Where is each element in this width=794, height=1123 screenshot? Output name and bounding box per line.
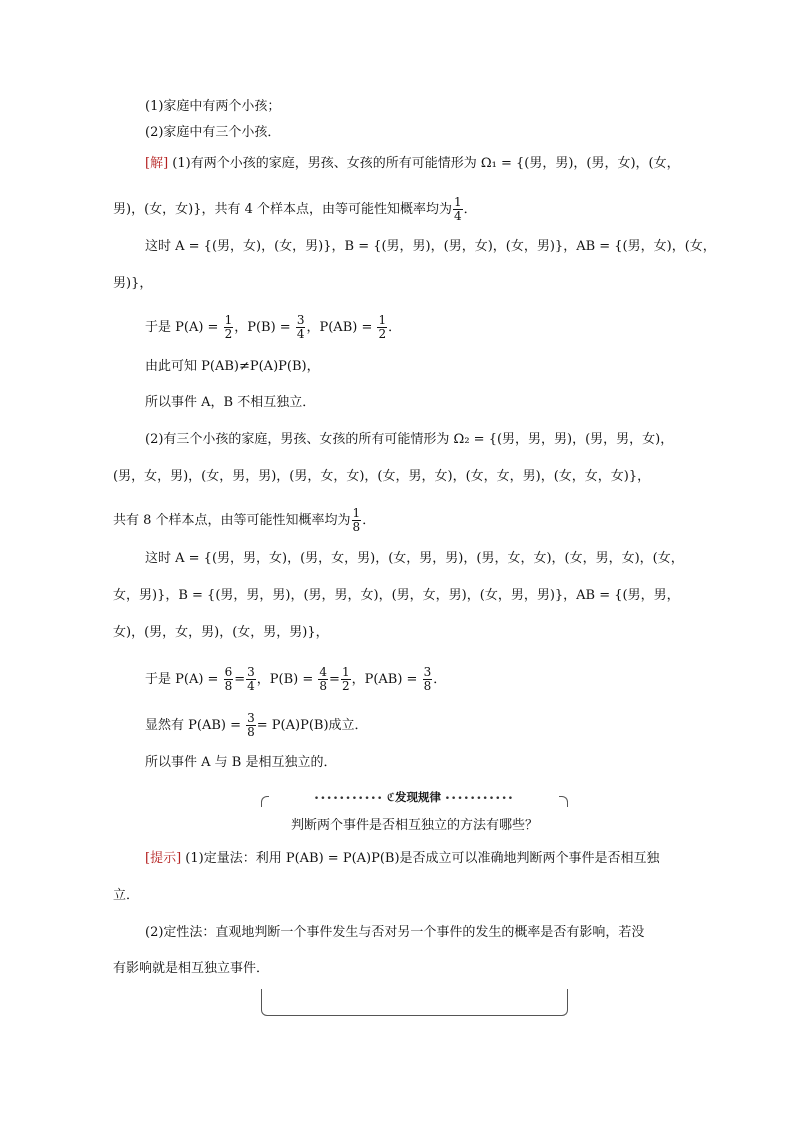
fraction: $\frac{4}{8}$	[319, 665, 328, 693]
solution-conclusion: 所以事件 A 与 B 是相互独立的．	[145, 755, 337, 770]
solution-line-2	[113, 196, 477, 223]
formula-text: 显然有 P(AB) =	[145, 718, 241, 733]
condition-1: (1)家庭中有两个小孩；	[145, 99, 281, 114]
fraction: $\frac{3}{4}$	[247, 665, 255, 693]
solution-line-6: 所以事件 A，B 不相互独立．	[145, 395, 316, 410]
hint-line-4: 有影响就是相互独立事件．	[113, 961, 270, 976]
fraction: $\frac{3}{4}$	[296, 313, 305, 341]
solution-line-7: (2)有三个小孩的家庭，男孩、女孩的所有可能情形为 Ω₂ = {(男，男，男)，(男，男，女)，	[145, 432, 674, 447]
hint-tag: [提示]	[145, 851, 182, 866]
solution-line-1	[145, 155, 680, 173]
rule-title: 发现规律	[395, 790, 442, 804]
formula-text: ，P(AB) =	[351, 672, 418, 687]
dots-decoration: •••••••••••	[444, 794, 515, 804]
probability-line-2	[145, 666, 446, 693]
punct: ．	[463, 202, 477, 217]
hint-line-1	[145, 850, 660, 868]
fraction: $\frac{1}{2}$	[341, 665, 350, 693]
formula-text: = P(A)P(B)成立．	[256, 718, 368, 733]
fraction: $\frac{1}{4}$	[454, 195, 462, 223]
hint-line-3: (2)定性法：直观地判断一个事件发生与否对另一个事件的发生的概率是否有影响，若没	[145, 925, 645, 940]
solution-line-10: 这时 A = {(男，男，女)，(男，女，男)，(女，男，男)，(男，女，女)，(女，男，女)，(女，	[145, 551, 684, 566]
punct: ．	[388, 320, 402, 335]
probability-line-3	[145, 712, 368, 739]
solution-text: (1)有两个小孩的家庭，男孩、女孩的所有可能情形为 Ω₁ = {(男，男)，(男，女)，(女，	[172, 156, 680, 171]
solution-tag: [解]	[145, 156, 169, 171]
punct: ．	[433, 672, 447, 687]
fraction: $\frac{1}{8}$	[352, 506, 361, 534]
solution-line-4: 男)}，	[113, 276, 153, 291]
rule-box-title	[269, 788, 559, 808]
fraction: $\frac{1}{2}$	[378, 313, 387, 341]
bracket-icon: ℭ	[386, 790, 396, 804]
formula-text: =	[329, 672, 340, 687]
fraction: $\frac{6}{8}$	[224, 665, 233, 693]
solution-line-12: 女)，(男，女，男)，(女，男，男)}，	[113, 625, 329, 640]
fraction: $\frac{3}{8}$	[247, 711, 255, 739]
solution-text: 共有 8 个样本点，由等可能性知概率均为	[113, 513, 351, 528]
condition-2: (2)家庭中有三个小孩．	[145, 125, 281, 140]
hint-line-2: 立．	[113, 888, 140, 903]
rule-box-bottom	[261, 989, 568, 1016]
dots-decoration: •••••••••••	[313, 794, 384, 804]
solution-text: 男)，(女，女)}，共有 4 个样本点，由等可能性知概率均为	[113, 202, 453, 217]
formula-text: ，P(B) =	[234, 320, 291, 335]
solution-line-8: (男，女，男)，(女，男，男)，(男，女，女)，(女，男，女)，(女，女，男)，(女，女，女)}，	[113, 469, 651, 484]
fraction: $\frac{1}{2}$	[224, 313, 233, 341]
probability-line-1	[145, 314, 401, 341]
rule-question: 判断两个事件是否相互独立的方法有哪些？	[290, 818, 538, 833]
solution-line-11: 女，男)}，B = {(男，男，男)，(男，男，女)，(男，女，男)，(女，男，男)}，AB = {(男，男，	[113, 588, 680, 603]
solution-line-3: 这时 A = {(男，女)，(女，男)}，B = {(男，男)，(男，女)，(女，男)}，AB = {(男，女)，(女，	[145, 239, 716, 254]
formula-text: ，P(AB) =	[306, 320, 373, 335]
hint-text: (1)定量法：利用 P(AB) = P(A)P(B)是否成立可以准确地判断两个事件是否相互独	[185, 851, 660, 866]
formula-text: ，P(B) =	[256, 672, 314, 687]
formula-text: 于是 P(A) =	[145, 672, 219, 687]
formula-text: 于是 P(A) =	[145, 320, 219, 335]
solution-line-5: 由此可知 P(AB)≠P(A)P(B)，	[145, 359, 320, 374]
solution-line-9	[113, 507, 375, 534]
formula-text: =	[234, 672, 246, 687]
punct: ．	[362, 513, 376, 528]
fraction: $\frac{3}{8}$	[423, 665, 432, 693]
